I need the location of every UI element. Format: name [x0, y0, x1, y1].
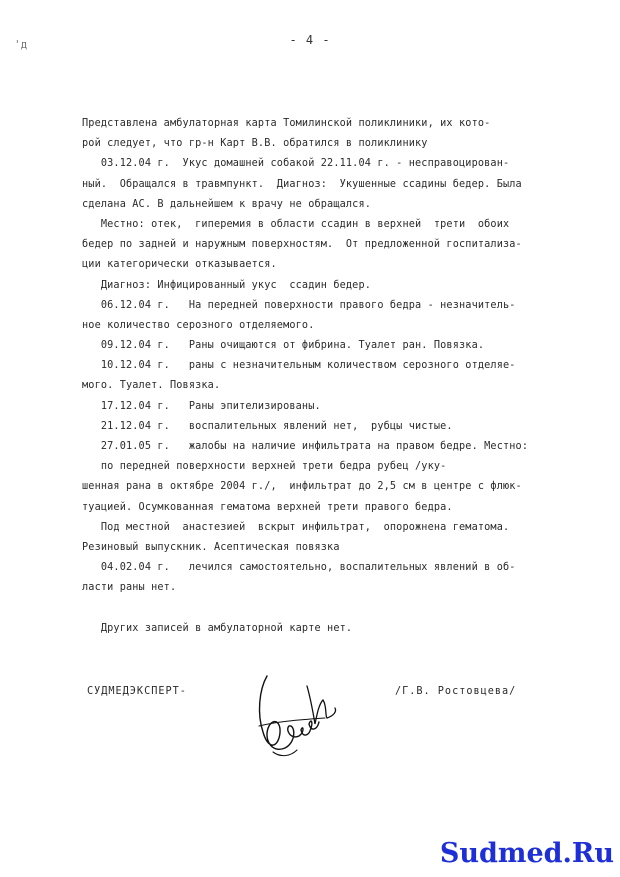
text-line: ласти раны нет.: [82, 582, 177, 594]
text-line: шенная рана в октябре 2004 г./, инфильтрат до 2,5 см в центре с флюк-: [82, 481, 522, 493]
text-line: Местно: отек, гиперемия в области ссадин в верхней трети обоих: [82, 218, 510, 230]
text-line: Резиновый выпускник. Асептическая повязка: [82, 541, 340, 553]
text-line: рой следует, что гр-н Карт В.В. обратился в поликлинику: [82, 138, 428, 150]
text-line: 06.12.04 г. На передней поверхности правого бедра - незначитель-: [82, 299, 516, 311]
site-watermark: Sudmed.Ru: [439, 838, 614, 869]
text-line: Диагноз: Инфицированный укус ссадин бедер.: [82, 279, 372, 291]
corner-mark: 'д: [14, 38, 28, 51]
text-line: по передней поверхности верхней трети бедра рубец /уку-: [82, 461, 447, 473]
signer-name: /Г.В. Ростовцева/: [395, 686, 517, 697]
text-line: 10.12.04 г. раны с незначительным количеством серозного отделяе-: [82, 360, 516, 372]
text-line: 04.02.04 г. лечился самостоятельно, воспалительных явлений в об-: [82, 562, 516, 574]
text-line: ции категорически отказывается.: [82, 259, 277, 271]
text-line: ный. Обращался в травмпункт. Диагноз: Укушенные ссадины бедер. Была: [82, 178, 522, 190]
signer-title: СУДМЕДЭКСПЕРТ-: [87, 686, 187, 697]
text-line: 27.01.05 г. жалобы на наличие инфильтрата на правом бедре. Местно:: [82, 441, 529, 452]
text-line: бедер по задней и наружным поверхностям. От предложенной госпитализа-: [82, 239, 522, 251]
text-line: 17.12.04 г. Раны эпителизированы.: [82, 400, 321, 412]
text-line: сделана АС. В дальнейшем к врачу не обращался.: [82, 198, 372, 210]
text-line: Других записей в амбулаторной карте нет.: [82, 622, 353, 634]
page-number: - 4 -: [289, 33, 331, 47]
text-line: 09.12.04 г. Раны очищаются от фибрина. Туалет ран. Повязка.: [82, 340, 485, 352]
text-line: Представлена амбулаторная карта Томилинской поликлиники, их кото-: [82, 118, 491, 129]
text-line: [82, 599, 580, 619]
text-line: мого. Туалет. Повязка.: [82, 380, 221, 392]
text-line: Под местной анастезией вскрыт инфильтрат, опорожнена гематома.: [82, 521, 510, 533]
text-line: ное количество серозного отделяемого.: [82, 319, 315, 331]
document-body: [82, 114, 580, 639]
text-line: туацией. Осумкованная гематома верхней трети правого бедра.: [82, 501, 453, 513]
handwritten-signature: [245, 666, 345, 766]
text-line: 21.12.04 г. воспалительных явлений нет, рубцы чистые.: [82, 420, 453, 432]
text-line: 03.12.04 г. Укус домашней собакой 22.11.04 г. - несправоцирован-: [82, 158, 510, 170]
